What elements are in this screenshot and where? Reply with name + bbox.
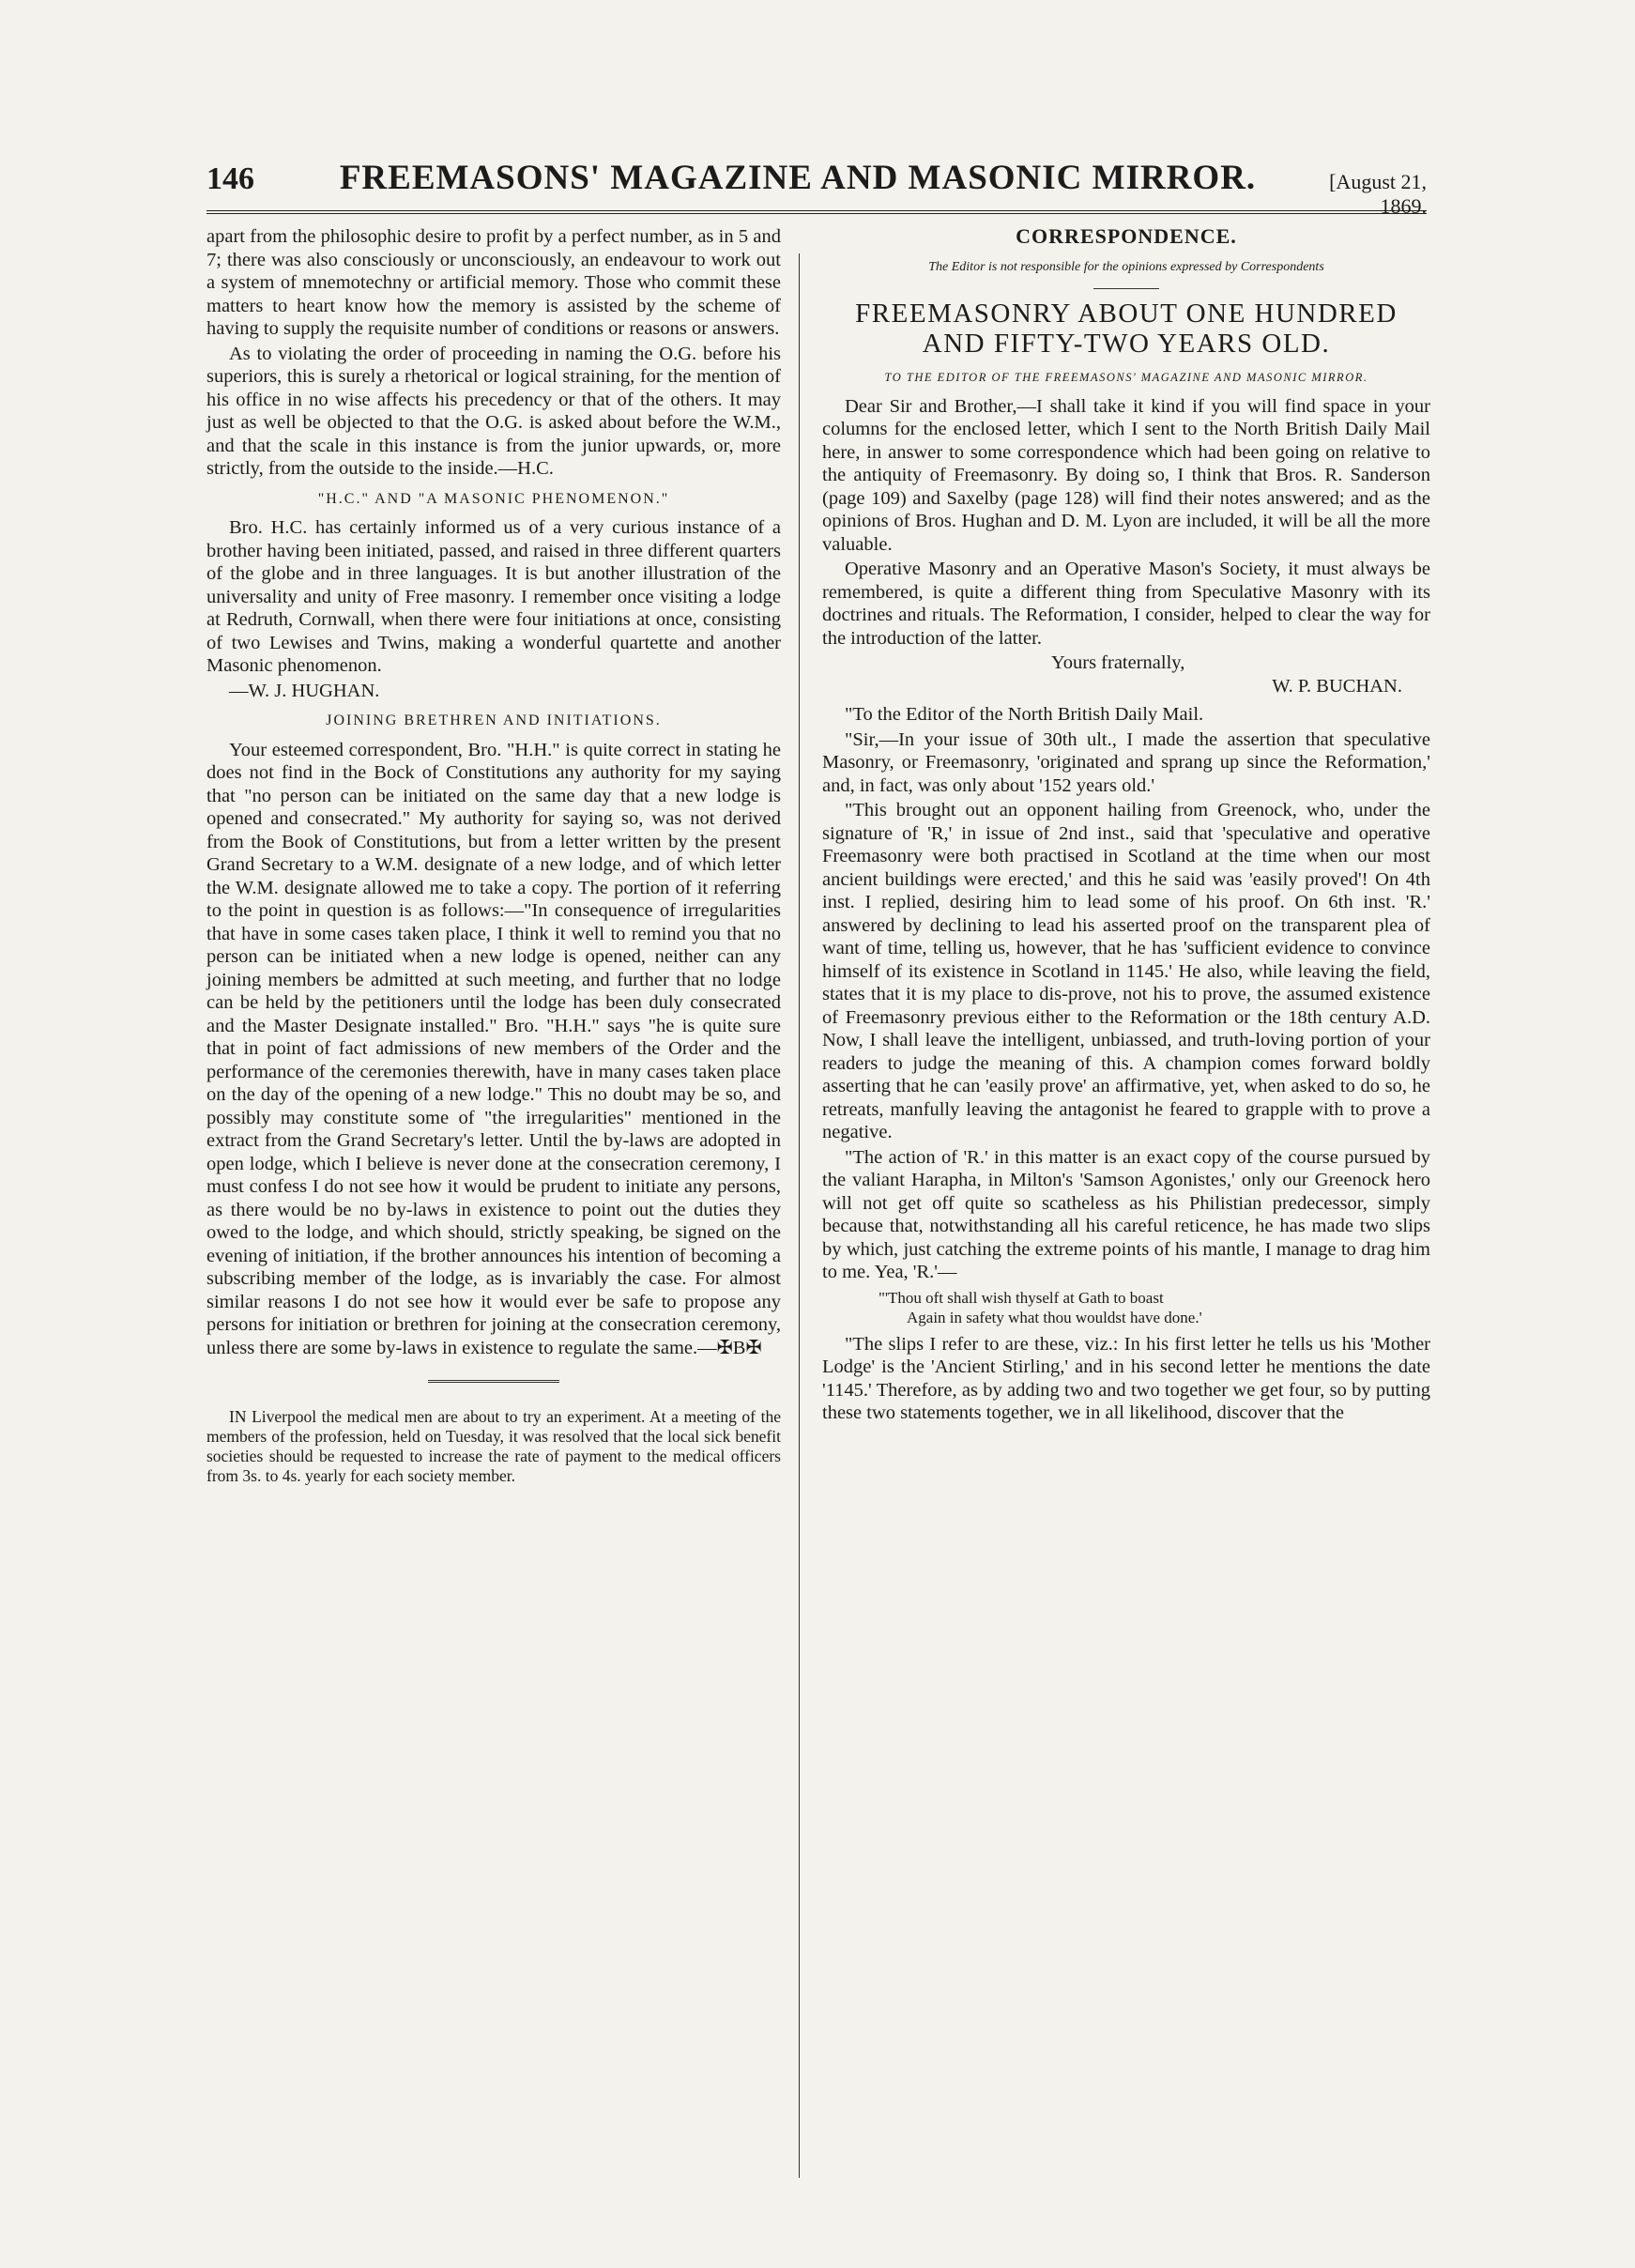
signature-buchan: W. P. BUCHAN.: [1272, 675, 1402, 697]
page-number: 146: [206, 161, 254, 196]
paragraph: "The slips I refer to are these, viz.: In his first letter he tells us his 'Mother Lodge' is the 'Ancient Stirling,' and in his second letter he mentions the date '1145.' Therefore, as by adding two and two together we get four, so by putting these two statements together, we in all likelihood, discover that the: [822, 1333, 1430, 1423]
issue-date: [August 21, 1869.: [1329, 170, 1427, 218]
to-editor-line: TO THE EDITOR OF THE FREEMASONS' MAGAZINE AND MASONIC MIRROR.: [884, 371, 1368, 384]
paragraph: "Sir,—In your issue of 30th ult., I made the assertion that speculative Masonry, or Freemasonry, 'originated and sprang up since the Reformation,' and, in fact, was only about '152 years old.': [822, 728, 1430, 796]
verse-quote: [879, 1288, 1430, 1327]
section-heading: CORRESPONDENCE.: [1016, 224, 1237, 248]
page-header: [206, 158, 1427, 218]
verse-line: "'Thou oft shall wish thyself at Gath to boast: [879, 1288, 1164, 1307]
liverpool-note: [206, 1407, 781, 1486]
paragraph: Your esteemed correspondent, Bro. "H.H." is quite correct in stating he does not find in the Bock of Constitutions any authority for my saying that "no person can be initiated on the same day that a new lodge is opened and consecrated." My authority for saying so, was not derived from the Book of Constitutions, but from a letter written by the present Grand Secretary to a W.M. designate of a new lodge, and of which letter the W.M. designate allowed me to take a copy. The portion of it referring to the point in question is as follows:—"In consequence of irregularities that have in some cases taken place, I think it well to remind you that no person can be initiated when a new lodge is opened, neither can any joining members be admitted at such meeting, and further that no lodge can be held by the petitioners until the lodge has been duly consecrated and the Master Designate installed." Bro. "H.H." says "he is quite sure that in point of fact admissions of new members of the Order and the performance of the ceremonies therewith, have in many cases taken place on the day of the opening of a new lodge." This no doubt may be so, and possibly may constitute some of "the irregularities" mentioned in the extract from the Grand Secretary's letter. Until the by-laws are adopted in open lodge, which I believe is never done at the consecration ceremony, I must confess I do not see how it would be prudent to initiate any persons, as there would be no by-laws in existence to point out the duties they owed to the lodge, and which should, strictly speaking, be signed on the evening of initiation, if the brother announces his intention of becoming a subscribing member of the lodge, as is invariably the case. For almost similar reasons I do not see how it would ever be safe to propose any persons for initiation or brethren for joining at the consecration ceremony, unless there are some by-laws in existence to regulate the same.—✠B✠: [206, 739, 781, 1358]
paragraph: Dear Sir and Brother,—I shall take it kind if you will find space in your columns for the enclosed letter, which I sent to the North British Daily Mail here, in answer to some correspondence which had been going on relative to the antiquity of Freemasonry. By doing so, I think that Bros. R. Sanderson (page 109) and Saxelby (page 128) will find their notes answered; and as the opinions of Bros. Hughan and D. M. Lyon are included, it will be all the more valuable.: [822, 395, 1430, 555]
section-divider: [428, 1380, 559, 1383]
header-rule: [206, 210, 1427, 214]
paragraph: Operative Masonry and an Operative Mason's Society, it must always be remembered, is quite a different thing from Speculative Masonry with its doctrines and rituals. The Reformation, I consider, helped to clear the way for the introduction of the latter.: [822, 559, 1430, 649]
closing-line: Yours fraternally,: [1051, 652, 1185, 673]
right-column: [822, 225, 1430, 1427]
paragraph: "To the Editor of the North British Daily Mail.: [845, 704, 1204, 725]
left-column: [206, 225, 781, 1488]
column-divider: [799, 253, 800, 2178]
subheading-phenomenon: "H.C." AND "A MASONIC PHENOMENON.": [317, 490, 670, 507]
subheading-joining-brethren: JOINING BRETHREN AND INITIATIONS.: [326, 713, 662, 728]
paragraph: As to violating the order of proceeding in naming the O.G. before his superiors, this is surely a rhetorical or logical straining, for the mention of his office in no wise affects his precedency or that of the others. It may just as well be objected to that the O.G. is asked about before the W.M., and that the scale in this instance is from the junior upwards, or, more strictly, from the outside to the inside.—H.C.: [206, 343, 781, 479]
paragraph: apart from the philosophic desire to profit by a perfect number, as in 5 and 7; there was also consciously or unconsciously, an endeavour to work out a system of mnemotechny or artificial memory. Those who commit these matters to heart know how the memory is assisted by the scheme of having to supply the requisite number of conditions or reasons or answers.: [206, 226, 781, 339]
paragraph: Bro. H.C. has certainly informed us of a very curious instance of a brother having been initiated, passed, and raised in three different quarters of the globe and in three languages. It is but another illustration of the universality and unity of Free masonry. I remember once visiting a lodge at Redruth, Cornwall, when there were four initiations at once, consisting of two Lewises and Twins, making a wonderful quartette and another Masonic phenomenon.: [206, 517, 781, 676]
paragraph: IN Liverpool the medical men are about to try an experiment. At a meeting of the members of the profession, held on Tuesday, it was resolved that the local sick benefit societies should be requested to increase the rate of payment to the medical officers from 3s. to 4s. yearly for each society member.: [206, 1407, 781, 1485]
signature-hughan: —W. J. HUGHAN.: [229, 680, 380, 701]
short-rule: [1093, 288, 1159, 289]
article-title: FREEMASONRY ABOUT ONE HUNDRED AND FIFTY-TWO YEARS OLD.: [855, 299, 1398, 359]
editor-disclaimer: The Editor is not responsible for the opinions expressed by Correspondents: [928, 259, 1324, 274]
paragraph: "The action of 'R.' in this matter is an exact copy of the course pursued by the valiant Harapha, in Milton's 'Samson Agonistes,' only our Greenock hero will not get off quite so scatheless as his Philistian predecessor, simply because that, notwithstanding all his careful reticence, he has made two slips by which, just catching the extreme points of his mantle, I manage to drag him to me. Yea, 'R.'—: [822, 1146, 1430, 1282]
paragraph: "This brought out an opponent hailing from Greenock, who, under the signature of 'R,' in issue of 2nd inst., said that 'speculative and operative Freemasonry were both practised in Scotland at the time when our most ancient buildings were erected,' and this he said was 'easily proved'! On 4th inst. I replied, desiring him to lead some of his proof. On 6th inst. 'R.' answered by declining to lead his asserted proof on the transparent plea of want of time, telling us, however, that he has 'sufficient evidence to convince himself of its existence in Scotland in 1145.' He also, while leaving the field, states that it is my place to dis-prove, not his to prove, the assumed existence of Freemasonry previous either to the Reformation or the 18th century A.D. Now, I shall leave the intelligent, unbiassed, and truth-loving portion of your readers to judge the meaning of this. A champion comes forward boldly asserting that he can 'easily prove' an affirmative, yet, when asked to do so, he retreats, manfully leaving the antagonist he feared to grapple with to prove a negative.: [822, 800, 1430, 1142]
verse-line: Again in safety what thou wouldst have done.': [907, 1308, 1202, 1326]
running-title: FREEMASONS' MAGAZINE AND MASONIC MIRROR.: [339, 159, 1257, 197]
